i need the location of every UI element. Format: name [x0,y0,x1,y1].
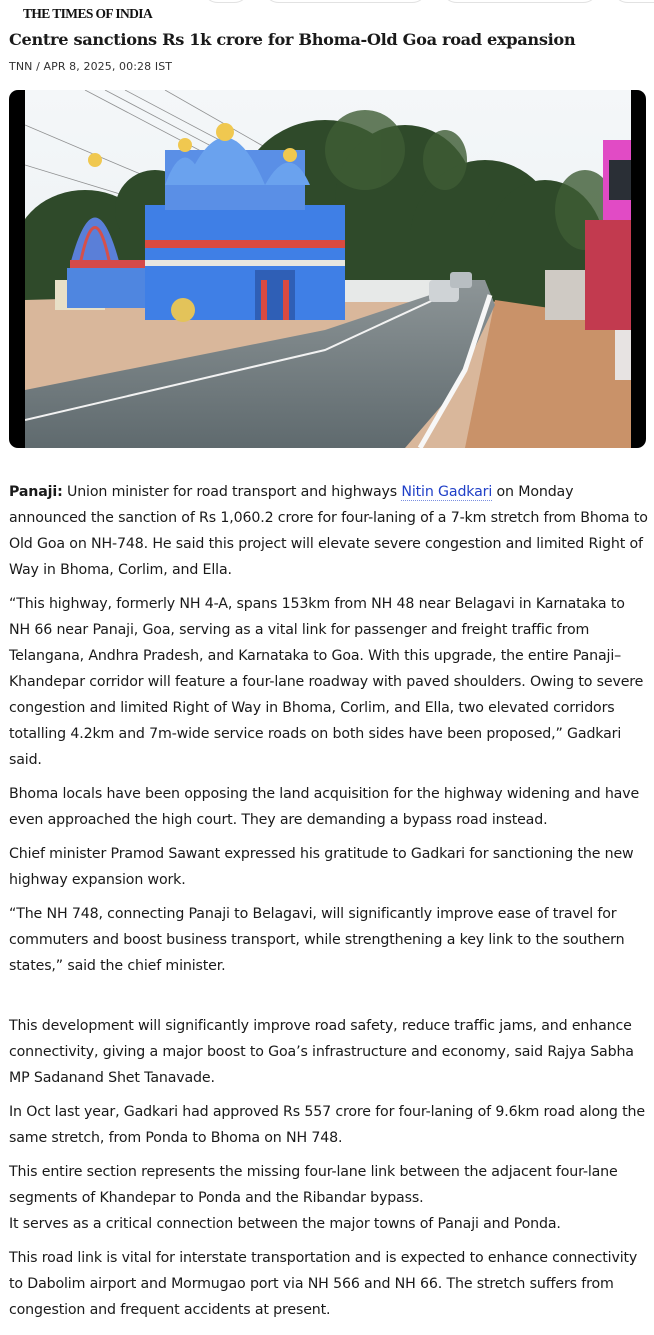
article-byline: TNN / APR 8, 2025, 00:28 IST [9,60,173,73]
site-logo[interactable]: THE TIMES OF INDIA [23,5,153,22]
critical-connection-text: It serves as a critical connection between the major towns of Panaji and Ponda. [9,1216,561,1232]
nav-pill-4[interactable] [612,0,654,3]
missing-link-text: This entire section represents the missing four-lane link between the adjacent four-lane segments of Khandepar to Ponda and the Ribandar bypass. [9,1164,618,1206]
paragraph-previous-approval: In Oct last year, Gadkari had approved Rs 557 crore for four-laning of 9.6km road along the same stretch, from Ponda to Bhoma on NH 748. [9,1104,645,1146]
lead-paragraph [9,479,649,583]
hero-photo-temple-road [25,90,631,448]
lead-text-2: on Monday announced the sanction of Rs 1,060.2 crore for four-laning of a 7-km stretch from Bhoma to Old Goa on NH-748. He said this project will elevate severe congestion and limited Right of Way in Bhoma, Corlim, and Ella. [9,484,648,578]
lead-text-1: Union minister for road transport and highways [62,484,402,500]
nav-pill-3[interactable] [441,0,599,3]
nav-pill-2[interactable] [263,0,428,3]
paragraph-cm-gratitude: Chief minister Pramod Sawant expressed his gratitude to Gadkari for sanctioning the new highway expansion work. [9,846,634,888]
paragraph-locals-opposition: Bhoma locals have been opposing the land acquisition for the highway widening and have even approached the high court. They are demanding a bypass road instead. [9,786,640,828]
paragraph-quote-gadkari: “This highway, formerly NH 4-A, spans 153km from NH 48 near Belagavi in Karnataka to NH 66 near Panaji, Goa, serving as a vital link for passenger and freight traffic from Telangana, Andhra Pradesh, and Karnataka to Goa. With this upgrade, the entire Panaji–Khandepar corridor will feature a four-lane roadway with paved shoulders. Owing to severe congestion and limited Right of Way in Bhoma, Corlim, and Ella, two elevated corridors totalling 4.2km and 7m-wide service roads on both sides have been proposed,” Gadkari said. [9,596,644,768]
article-title: Centre sanctions Rs 1k crore for Bhoma-Old Goa road expansion [9,30,576,49]
paragraph-mp-statement: This development will significantly improve road safety, reduce traffic jams, and enhance connectivity, giving a major boost to Goa’s infrastructure and economy, said Rajya Sabha MP Sadanand Shet Tanavade. [9,1018,634,1086]
dateline: Panaji: [9,484,63,500]
article-body [9,479,649,1331]
top-nav-bar [0,0,654,4]
paragraph-cm-quote: “The NH 748, connecting Panaji to Belagavi, will significantly improve ease of travel for commuters and boost business transport, while strengthening a key link to the southern states,” said the chief minister. [9,906,625,974]
paragraph-missing-link [9,1159,649,1237]
nav-pill-1[interactable] [202,0,250,3]
nitin-gadkari-link[interactable]: Nitin Gadkari [401,484,493,500]
paragraph-interstate: This road link is vital for interstate transportation and is expected to enhance connectivity to Dabolim airport and Mormugao port via NH 566 and NH 66. The stretch suffers from congestion and frequent accidents at present. [9,1250,638,1318]
hero-image [9,90,646,448]
